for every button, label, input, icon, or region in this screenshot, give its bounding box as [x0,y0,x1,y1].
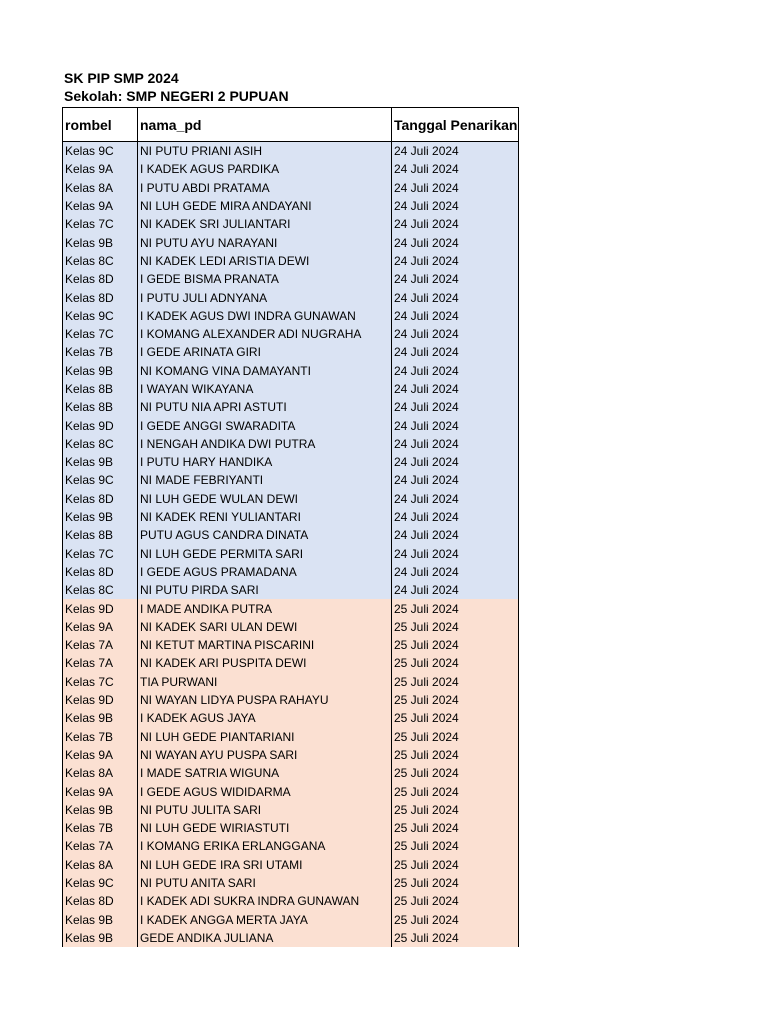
table-row [63,233,519,251]
table-row [63,636,519,654]
cell-tanggal: 25 Juli 2024 [392,636,519,654]
cell-tanggal: 24 Juli 2024 [392,343,519,361]
cell-tanggal: 25 Juli 2024 [392,764,519,782]
table-row [63,252,519,270]
cell-nama-pd: NI MADE FEBRIYANTI [138,471,392,489]
cell-nama-pd: TIA PURWANI [138,673,392,691]
title-line-2: Sekolah: SMP NEGERI 2 PUPUAN [64,88,289,104]
cell-tanggal: 25 Juli 2024 [392,691,519,709]
table-row [63,581,519,599]
cell-nama-pd: NI WAYAN AYU PUSPA SARI [138,746,392,764]
cell-tanggal: 24 Juli 2024 [392,581,519,599]
cell-nama-pd: I PUTU HARY HANDIKA [138,453,392,471]
cell-tanggal: 24 Juli 2024 [392,307,519,325]
table-row [63,691,519,709]
cell-tanggal: 24 Juli 2024 [392,362,519,380]
table-row [63,435,519,453]
table-row [63,288,519,306]
cell-nama-pd: I GEDE AGUS WIDIDARMA [138,782,392,800]
cell-nama-pd: NI PUTU PRIANI ASIH [138,142,392,161]
cell-tanggal: 24 Juli 2024 [392,215,519,233]
table-row [63,709,519,727]
cell-nama-pd: I KOMANG ALEXANDER ADI NUGRAHA [138,325,392,343]
table-row [63,197,519,215]
cell-rombel: Kelas 8C [63,252,138,270]
cell-nama-pd: I MADE ANDIKA PUTRA [138,599,392,617]
cell-rombel: Kelas 8D [63,892,138,910]
cell-nama-pd: NI WAYAN LIDYA PUSPA RAHAYU [138,691,392,709]
cell-nama-pd: I PUTU JULI ADNYANA [138,288,392,306]
table-row [63,416,519,434]
table-row [63,764,519,782]
cell-tanggal: 25 Juli 2024 [392,782,519,800]
cell-rombel: Kelas 7B [63,343,138,361]
cell-rombel: Kelas 9A [63,746,138,764]
cell-rombel: Kelas 7C [63,325,138,343]
column-header-nama-pd: nama_pd [138,108,392,142]
cell-nama-pd: I GEDE ANGGI SWARADITA [138,416,392,434]
cell-tanggal: 25 Juli 2024 [392,709,519,727]
cell-nama-pd: NI PUTU AYU NARAYANI [138,233,392,251]
document-title [64,69,289,105]
cell-rombel: Kelas 7B [63,728,138,746]
cell-rombel: Kelas 9C [63,142,138,161]
column-header-rombel: rombel [63,108,138,142]
table-row [63,819,519,837]
table-row [63,801,519,819]
cell-rombel: Kelas 9C [63,874,138,892]
cell-rombel: Kelas 8B [63,526,138,544]
table-row [63,490,519,508]
cell-nama-pd: NI KADEK LEDI ARISTIA DEWI [138,252,392,270]
table-row [63,307,519,325]
cell-tanggal: 25 Juli 2024 [392,856,519,874]
table-body [63,142,519,948]
cell-nama-pd: I NENGAH ANDIKA DWI PUTRA [138,435,392,453]
table-row [63,599,519,617]
cell-nama-pd: NI LUH GEDE WULAN DEWI [138,490,392,508]
cell-tanggal: 24 Juli 2024 [392,398,519,416]
cell-nama-pd: I KADEK ADI SUKRA INDRA GUNAWAN [138,892,392,910]
cell-rombel: Kelas 9A [63,197,138,215]
cell-rombel: Kelas 7C [63,215,138,233]
cell-tanggal: 25 Juli 2024 [392,910,519,928]
cell-nama-pd: I KADEK AGUS JAYA [138,709,392,727]
cell-tanggal: 24 Juli 2024 [392,197,519,215]
cell-rombel: Kelas 9A [63,160,138,178]
table-row [63,837,519,855]
table-row [63,545,519,563]
table-row [63,215,519,233]
cell-nama-pd: NI LUH GEDE PERMITA SARI [138,545,392,563]
table-row [63,856,519,874]
table-row [63,398,519,416]
table-row [63,728,519,746]
cell-nama-pd: PUTU AGUS CANDRA DINATA [138,526,392,544]
cell-nama-pd: NI KETUT MARTINA PISCARINI [138,636,392,654]
table-row [63,874,519,892]
cell-tanggal: 24 Juli 2024 [392,252,519,270]
cell-tanggal: 24 Juli 2024 [392,526,519,544]
cell-tanggal: 24 Juli 2024 [392,380,519,398]
table-row [63,343,519,361]
table-row [63,179,519,197]
cell-rombel: Kelas 9B [63,801,138,819]
cell-rombel: Kelas 8B [63,380,138,398]
cell-rombel: Kelas 9D [63,416,138,434]
cell-nama-pd: NI LUH GEDE WIRIASTUTI [138,819,392,837]
table-row [63,910,519,928]
cell-nama-pd: NI KADEK SARI ULAN DEWI [138,618,392,636]
table-row [63,270,519,288]
table-row [63,929,519,947]
table-row [63,892,519,910]
cell-tanggal: 25 Juli 2024 [392,892,519,910]
cell-rombel: Kelas 9A [63,782,138,800]
cell-nama-pd: NI LUH GEDE IRA SRI UTAMI [138,856,392,874]
cell-nama-pd: I KADEK AGUS PARDIKA [138,160,392,178]
cell-nama-pd: NI LUH GEDE MIRA ANDAYANI [138,197,392,215]
cell-nama-pd: NI KADEK SRI JULIANTARI [138,215,392,233]
cell-tanggal: 25 Juli 2024 [392,654,519,672]
cell-tanggal: 25 Juli 2024 [392,599,519,617]
table-row [63,654,519,672]
cell-rombel: Kelas 8C [63,435,138,453]
cell-nama-pd: NI KADEK ARI PUSPITA DEWI [138,654,392,672]
cell-rombel: Kelas 9B [63,453,138,471]
table-row [63,453,519,471]
cell-rombel: Kelas 8A [63,856,138,874]
cell-rombel: Kelas 8C [63,581,138,599]
cell-tanggal: 24 Juli 2024 [392,545,519,563]
cell-rombel: Kelas 7C [63,673,138,691]
cell-tanggal: 24 Juli 2024 [392,142,519,161]
cell-tanggal: 25 Juli 2024 [392,673,519,691]
cell-rombel: Kelas 9C [63,307,138,325]
cell-nama-pd: I GEDE AGUS PRAMADANA [138,563,392,581]
cell-tanggal: 24 Juli 2024 [392,563,519,581]
cell-rombel: Kelas 8B [63,398,138,416]
cell-tanggal: 25 Juli 2024 [392,837,519,855]
cell-tanggal: 24 Juli 2024 [392,270,519,288]
column-header-tanggal: Tanggal Penarikan [392,108,519,142]
cell-rombel: Kelas 9D [63,691,138,709]
table-row [63,563,519,581]
cell-nama-pd: I KADEK ANGGA MERTA JAYA [138,910,392,928]
table-row [63,380,519,398]
cell-tanggal: 24 Juli 2024 [392,453,519,471]
cell-rombel: Kelas 8A [63,764,138,782]
cell-nama-pd: NI LUH GEDE PIANTARIANI [138,728,392,746]
cell-nama-pd: NI PUTU PIRDA SARI [138,581,392,599]
cell-tanggal: 24 Juli 2024 [392,508,519,526]
cell-rombel: Kelas 7A [63,837,138,855]
cell-rombel: Kelas 8D [63,563,138,581]
header-row [63,108,519,142]
cell-rombel: Kelas 9B [63,709,138,727]
cell-tanggal: 25 Juli 2024 [392,728,519,746]
cell-rombel: Kelas 9B [63,362,138,380]
cell-rombel: Kelas 9A [63,618,138,636]
cell-tanggal: 24 Juli 2024 [392,160,519,178]
cell-nama-pd: NI KADEK RENI YULIANTARI [138,508,392,526]
cell-rombel: Kelas 8D [63,270,138,288]
data-table [62,107,519,947]
cell-rombel: Kelas 7A [63,654,138,672]
cell-nama-pd: GEDE ANDIKA JULIANA [138,929,392,947]
cell-tanggal: 25 Juli 2024 [392,874,519,892]
table-row [63,142,519,161]
table-row [63,673,519,691]
table-row [63,471,519,489]
cell-tanggal: 24 Juli 2024 [392,435,519,453]
cell-nama-pd: I KOMANG ERIKA ERLANGGANA [138,837,392,855]
cell-tanggal: 25 Juli 2024 [392,801,519,819]
cell-rombel: Kelas 9C [63,471,138,489]
cell-tanggal: 24 Juli 2024 [392,490,519,508]
cell-rombel: Kelas 7C [63,545,138,563]
cell-nama-pd: I WAYAN WIKAYANA [138,380,392,398]
cell-rombel: Kelas 9B [63,929,138,947]
cell-tanggal: 25 Juli 2024 [392,618,519,636]
cell-tanggal: 24 Juli 2024 [392,471,519,489]
cell-nama-pd: I KADEK AGUS DWI INDRA GUNAWAN [138,307,392,325]
cell-nama-pd: I GEDE ARINATA GIRI [138,343,392,361]
cell-nama-pd: I GEDE BISMA PRANATA [138,270,392,288]
cell-rombel: Kelas 8D [63,490,138,508]
cell-tanggal: 24 Juli 2024 [392,416,519,434]
cell-rombel: Kelas 9B [63,508,138,526]
cell-rombel: Kelas 7B [63,819,138,837]
table-row [63,362,519,380]
cell-nama-pd: NI KOMANG VINA DAMAYANTI [138,362,392,380]
cell-nama-pd: I PUTU ABDI PRATAMA [138,179,392,197]
cell-tanggal: 25 Juli 2024 [392,746,519,764]
cell-tanggal: 24 Juli 2024 [392,325,519,343]
cell-rombel: Kelas 8A [63,179,138,197]
table-row [63,782,519,800]
cell-rombel: Kelas 9B [63,233,138,251]
cell-tanggal: 25 Juli 2024 [392,819,519,837]
cell-tanggal: 25 Juli 2024 [392,929,519,947]
table-row [63,526,519,544]
table-row [63,618,519,636]
table-row [63,160,519,178]
cell-rombel: Kelas 8D [63,288,138,306]
cell-rombel: Kelas 7A [63,636,138,654]
cell-nama-pd: NI PUTU NIA APRI ASTUTI [138,398,392,416]
cell-nama-pd: NI PUTU ANITA SARI [138,874,392,892]
table-row [63,325,519,343]
title-line-1: SK PIP SMP 2024 [64,70,179,86]
cell-nama-pd: I MADE SATRIA WIGUNA [138,764,392,782]
cell-nama-pd: NI PUTU JULITA SARI [138,801,392,819]
cell-tanggal: 24 Juli 2024 [392,233,519,251]
table-row [63,746,519,764]
table-row [63,508,519,526]
cell-rombel: Kelas 9B [63,910,138,928]
cell-tanggal: 24 Juli 2024 [392,179,519,197]
cell-rombel: Kelas 9D [63,599,138,617]
cell-tanggal: 24 Juli 2024 [392,288,519,306]
